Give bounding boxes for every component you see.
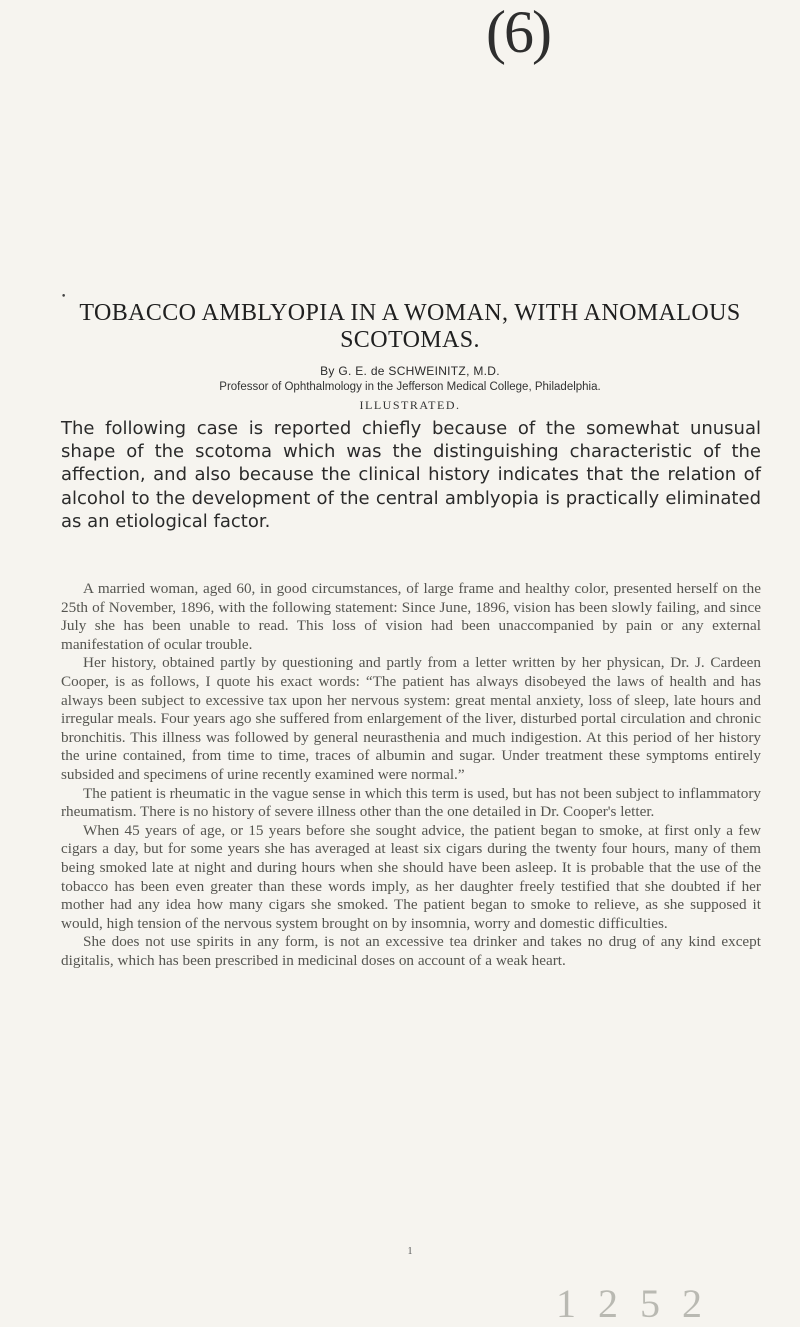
body-paragraph: When 45 years of age, or 15 years before she sought advice, the patient began to smoke, at first only a few cigars a day, but for some years she has averaged at least six cigars during the twenty four hours, many of them being smoked late at night and during hours when she should have been asleep. It is probable that the use of the tobacco has been even greater than these words imply, as her daughter freely testified that she doubted if her mother had any idea how many cigars she smoked. The patient began to smoke to relieve, as she supposed it would, high tension of the nervous system brought on by insomnia, worry and domestic difficulties. (61, 821, 761, 932)
title-line-1: TOBACCO AMBLYOPIA IN A WOMAN, WITH ANOMALOUS (79, 300, 741, 326)
body-paragraph: Her history, obtained partly by questioning and partly from a letter written by her physican, Dr. J. Cardeen Cooper, is as follows, I quote his exact words: “The patient has always disobeyed the laws of health and has always been subject to excessive tax upon her nervous system: great mental anxiety, loss of sleep, late hours and irregular meals. Four years ago she suffered from enlargement of the liver, disturbed portal circulation and chronic bronchitis. This illness was followed by general neurasthenia and much indigestion. At this period of her history the urine contained, from time to time, traces of albumin and sugar. Under treatment these symptoms entirely subsided and specimens of urine recently examined were normal.” (61, 654, 761, 783)
author-byline: By G. E. de SCHWEINITZ, M.D. (320, 364, 500, 378)
body-paragraph: The patient is rheumatic in the vague sense in which this term is used, but has not been subject to inflammatory rheumatism. There is no history of severe illness other than the one detailed in Dr. Cooper's letter. (61, 784, 761, 821)
illustrated-label: ILLUSTRATED. (359, 398, 461, 412)
article-body (61, 580, 761, 970)
body-paragraph: A married woman, aged 60, in good circumstances, of large frame and healthy color, presented herself on the 25th of November, 1896, with the following statement: Since June, 1896, vision has been slowly failing, and since July she has been unable to read. This loss of vision had been unaccompanied by pain or any external manifestation of ocular trouble. (61, 580, 761, 653)
author-affiliation: Professor of Ophthalmology in the Jefferson Medical College, Philadelphia. (219, 381, 601, 393)
title-line-2: SCOTOMAS. (340, 327, 480, 353)
page-number: 1 (407, 1246, 413, 1257)
handwritten-page-mark: (6) (486, 0, 550, 65)
intro-paragraph: The following case is reported chiefly because of the somewhat unusual shape of the scotoma which was the distinguishing characteristic of the affection, and also because the clinical history indicates that the relation of alcohol to the development of the central amblyopia is practically eliminated as an etiological factor. (61, 418, 761, 532)
bottom-stamp-mark: 1 2 5 2 (556, 1281, 708, 1326)
bullet-mark: • (61, 292, 67, 302)
article-title (60, 300, 760, 354)
body-paragraph: She does not use spirits in any form, is not an excessive tea drinker and takes no drug of any kind except digitalis, which has been prescribed in medicinal doses on account of a weak heart. (61, 933, 761, 969)
